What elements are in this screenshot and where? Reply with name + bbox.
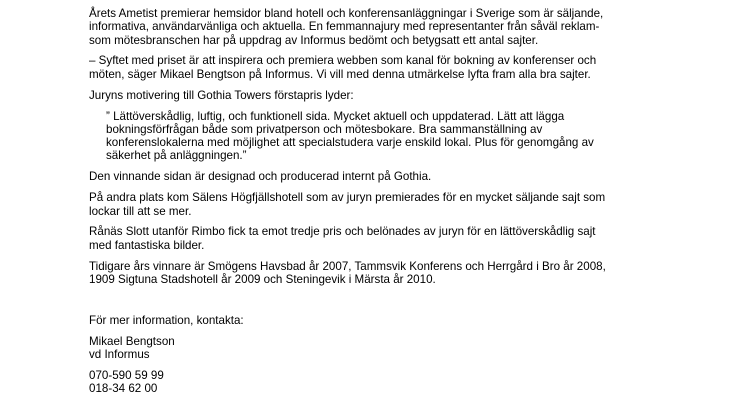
contact-phone: 070-590 59 99 (89, 368, 164, 382)
text-line: Den vinnande sidan är designad och producerad internt på Gothia. (89, 170, 432, 184)
quote-line: ” Lättöverskådlig, luftig, och funktionell sida. Mycket aktuell och uppdaterad. Lätt att lägga (106, 109, 565, 123)
third-place-paragraph (89, 225, 669, 252)
contact-intro-text: För mer information, kontakta: (89, 313, 244, 327)
contact-person (89, 335, 669, 362)
text-line: Tidigare års vinnare är Smögens Havsbad år 2007, Tammsvik Konferens och Herrgård i Bro år 2008, (89, 259, 606, 273)
text-line: Rånäs Slott utanför Rimbo fick ta emot tredje pris och belönades av juryn för en lättöverskådlig sajt (89, 225, 596, 239)
quote-line: bokningsförfrågan både som privatperson och mötesbokare. Bra sammanställning av (106, 122, 543, 136)
previous-winners-paragraph (89, 260, 669, 287)
contact-phone: 018-34 62 00 (89, 382, 158, 396)
jury-motivation-heading (89, 89, 669, 102)
winner-design-paragraph (89, 170, 669, 183)
press-release-document (89, 7, 669, 403)
quote-line: konferenslokalerna med möjlighet att specialstudera varje enskild lokal. Plus för genomgång av (106, 136, 594, 150)
contact-phones (89, 369, 669, 396)
text-line: som mötesbranschen har på uppdrag av Informus bedömt och betygsatt ett antal sajter. (89, 33, 539, 47)
text-line: lockar till att se mer. (89, 204, 192, 218)
jury-quote (89, 110, 669, 163)
text-line: Juryns motivering till Gothia Towers förstapris lyder: (89, 88, 354, 102)
text-line: 1909 Sigtuna Stadshotell år 2009 och Steningevik i Märsta år 2010. (89, 272, 436, 286)
text-line: informativa, användarvänliga och aktuella. En femmannajury med representanter från såväl reklam- (89, 20, 600, 34)
text-line: med fantastiska bilder. (89, 238, 205, 252)
intro-paragraph (89, 7, 669, 47)
text-line: – Syftet med priset är att inspirera och premiera webben som kanal för bokning av konferenser och (89, 54, 597, 68)
contact-role: vd Informus (89, 347, 150, 361)
spacer (89, 294, 669, 314)
quote-line: säkerhet på anläggningen.” (106, 149, 247, 163)
contact-intro (89, 314, 669, 327)
contact-name: Mikael Bengtson (89, 334, 175, 348)
text-line: På andra plats kom Sälens Högfjällshotell som av juryn premierades för en mycket säljande sajt som (89, 191, 606, 205)
text-line: Årets Ametist premierar hemsidor bland hotell och konferensanläggningar i Sverige som är säljande, (89, 7, 604, 20)
second-place-paragraph (89, 191, 669, 218)
purpose-paragraph (89, 54, 669, 81)
text-line: möten, säger Mikael Bengtson på Informus. Vi vill med denna utmärkelse lyfta fram alla bra sajter. (89, 67, 591, 81)
